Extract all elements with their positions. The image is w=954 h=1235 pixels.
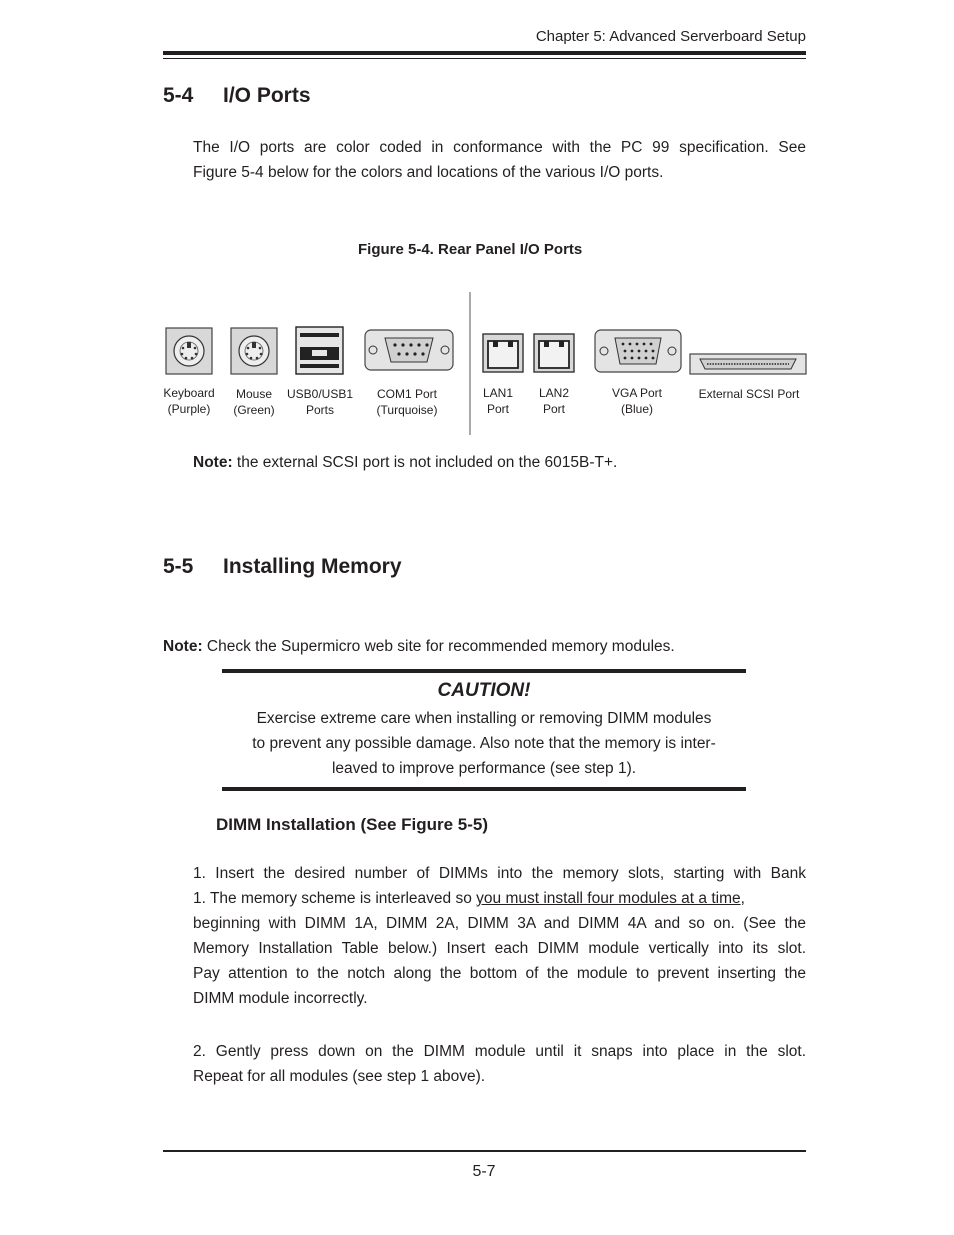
step-line: beginning with DIMM 1A, DIMM 2A, DIMM 3A and DIMM 4A and so on. (See the: [193, 915, 806, 932]
caution-line: leaved to improve performance (see step 1).: [331, 760, 637, 777]
port-label-line: (Green): [233, 402, 275, 417]
port-label-line: LAN2: [538, 386, 570, 400]
memory-note: [163, 634, 675, 659]
step-line: Repeat for all modules (see step 1 above).: [193, 1068, 486, 1085]
port-label-mouse: [220, 387, 288, 418]
step-line: 1. Insert the desired number of DIMMs into the memory slots, starting with Bank: [193, 865, 806, 882]
scsi-port-icon: [690, 354, 806, 374]
caution-line: to prevent any possible damage. Also note that the memory is inter-: [252, 735, 716, 752]
caution-top-rule: [222, 669, 746, 673]
mouse-port-icon: [231, 328, 277, 374]
port-label-lan2: [529, 386, 579, 417]
note-text: Check the Supermicro web site for recommended memory modules.: [202, 638, 675, 655]
port-label-line: External SCSI Port: [698, 387, 800, 401]
io-intro-line: Figure 5-4 below for the colors and locations of the various I/O ports.: [193, 164, 664, 181]
note-label: Note:: [193, 454, 233, 471]
step-1-paragraph: [193, 861, 806, 1011]
port-label-line: Ports: [305, 402, 334, 417]
port-label-line: Port: [486, 401, 509, 416]
note-label: Note:: [163, 638, 203, 655]
io-intro-line: The I/O ports are color coded in conformance with the PC 99 specification. See: [193, 139, 806, 156]
page-number: 5-7: [472, 1163, 496, 1180]
port-label-line: (Purple): [167, 401, 211, 416]
vga-port-icon: [595, 330, 681, 372]
step-text: 1. The memory scheme is interleaved so: [193, 890, 477, 907]
port-label-com: [367, 387, 447, 418]
port-label-usb: [282, 387, 358, 418]
footer-rule: [163, 1150, 806, 1152]
port-label-keyboard: [155, 386, 223, 417]
port-label-line: Mouse: [235, 387, 273, 401]
figure-caption: Figure 5-4. Rear Panel I/O Ports: [358, 241, 583, 258]
port-label-scsi: [687, 387, 811, 403]
section-title: I/O Ports: [223, 84, 311, 107]
io-note: [193, 450, 617, 475]
caution-text: [222, 706, 746, 781]
keyboard-port-icon: [166, 328, 212, 374]
rear-panel-figure: [155, 290, 815, 440]
step-line: Pay attention to the notch along the bottom of the module to prevent inserting the: [193, 965, 806, 982]
step-line: Memory Installation Table below.) Insert each DIMM module vertically into its slot.: [193, 940, 806, 957]
note-text: the external SCSI port is not included on the 6015B-T+.: [232, 454, 618, 471]
port-label-line: Keyboard: [163, 386, 215, 400]
com-port-icon: [365, 330, 453, 370]
port-label-lan1: [473, 386, 523, 417]
step-line: 2. Gently press down on the DIMM module until it snaps into place in the slot.: [193, 1043, 806, 1060]
port-label-line: VGA Port: [611, 386, 663, 400]
running-header: Chapter 5: Advanced Serverboard Setup: [535, 28, 806, 45]
header-rule-thick: [163, 51, 806, 55]
section-heading-installing-memory: [163, 555, 402, 579]
port-label-line: (Turquoise): [376, 402, 438, 417]
caution-bottom-rule: [222, 787, 746, 791]
lan2-port-icon: [534, 334, 574, 372]
subheading-dimm-installation: DIMM Installation (See Figure 5-5): [216, 815, 489, 834]
step-line: DIMM module incorrectly.: [193, 990, 368, 1007]
usb-port-icon: [296, 327, 343, 374]
section-number: 5-4: [163, 84, 194, 107]
step-underlined-text: you must install four modules at a time: [476, 890, 741, 907]
section-number: 5-5: [163, 555, 194, 578]
section-heading-io-ports: [163, 84, 311, 108]
port-label-line: COM1 Port: [376, 387, 437, 401]
section-title: Installing Memory: [223, 555, 402, 578]
step-2-paragraph: [193, 1039, 806, 1089]
lan1-port-icon: [483, 334, 523, 372]
port-label-line: (Blue): [620, 401, 653, 416]
io-intro-paragraph: [193, 135, 806, 185]
caution-title: CAUTION!: [437, 680, 531, 701]
caution-line: Exercise extreme care when installing or removing DIMM modules: [256, 710, 712, 727]
port-label-line: Port: [542, 401, 565, 416]
step-text: ,: [740, 890, 745, 907]
port-label-line: USB0/USB1: [286, 387, 354, 401]
header-rule-thin: [163, 58, 806, 59]
step-line: [193, 886, 806, 911]
port-label-line: LAN1: [482, 386, 514, 400]
port-label-vga: [597, 386, 677, 417]
